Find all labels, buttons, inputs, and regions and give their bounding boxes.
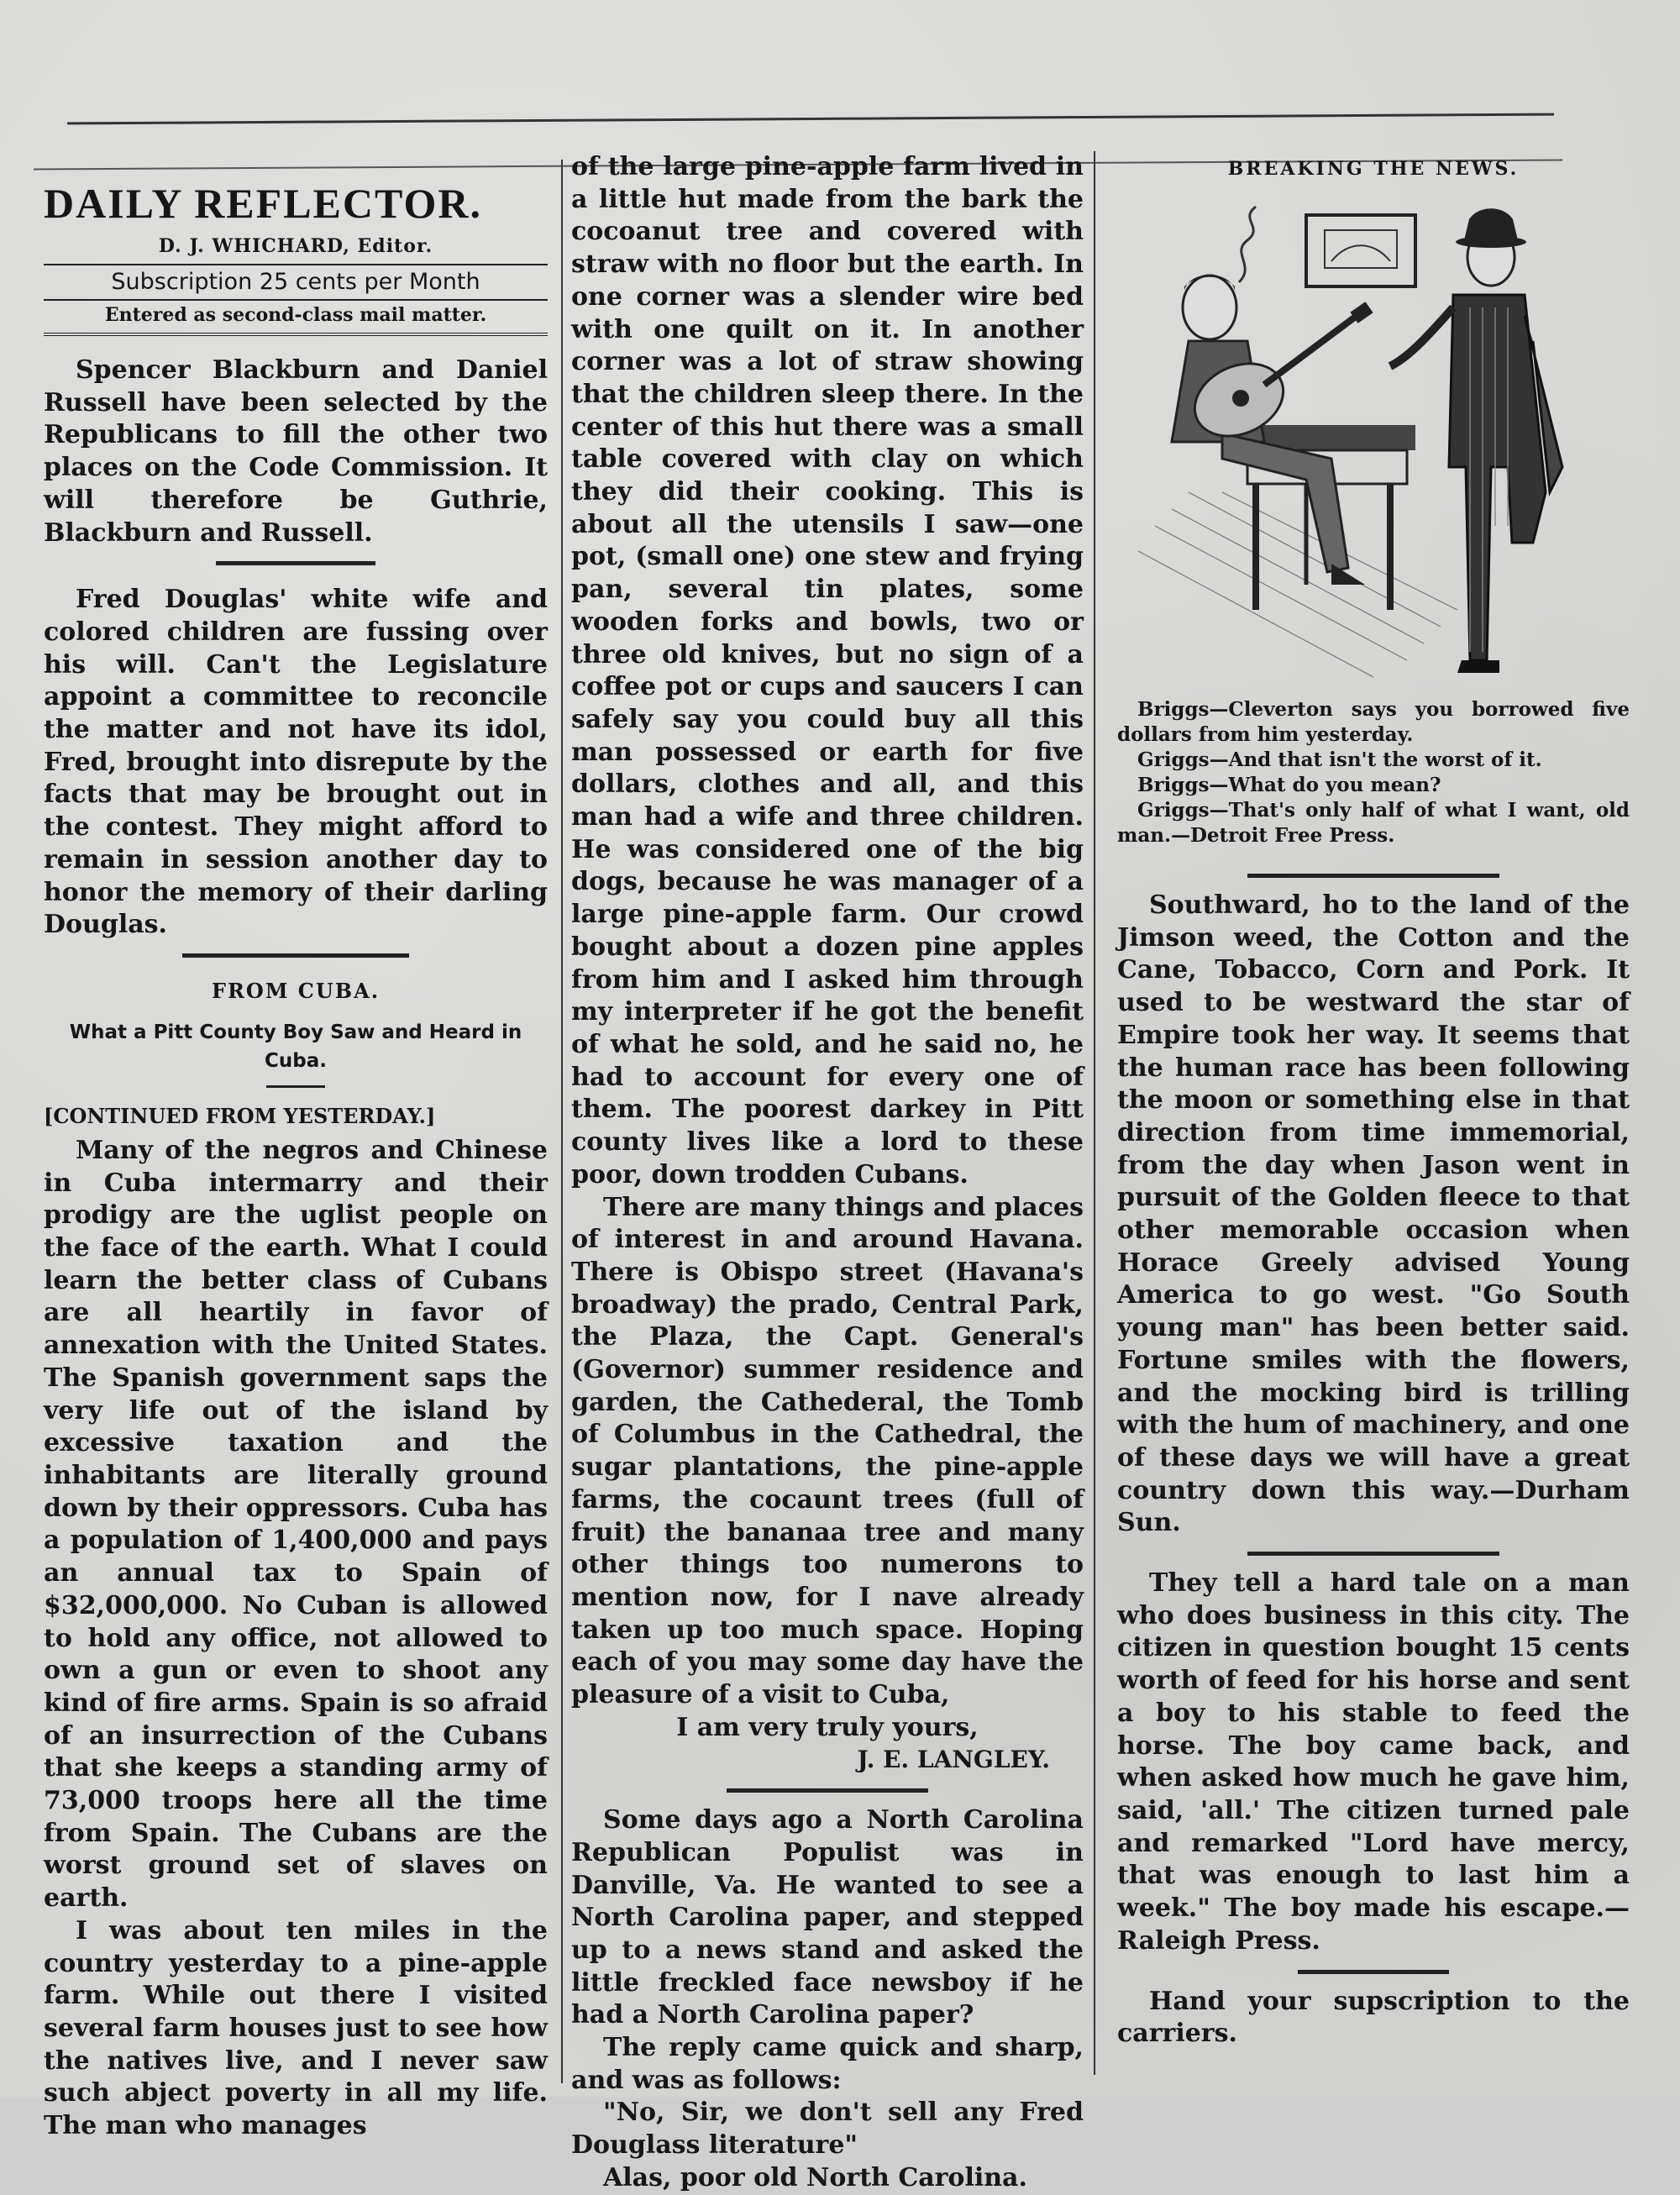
subscription-line: Subscription 25 cents per Month [44, 264, 548, 301]
closing: I am very truly yours, [676, 1712, 979, 1742]
cuba-heading: FROM CUBA. [211, 978, 381, 1003]
article-douglas: Fred Douglas' white wife and colored children are fussing over his will. Can't the Legislature appoint a committee to reconcile the matter and not have its idol, Fred, brought into disrepute by the facts that may be brought out in the contest. They might afford to remain in session another day to honor the memory of their darling Douglas. [44, 585, 548, 940]
divider [1298, 1970, 1449, 1974]
article-cuba-part2: I was about ten miles in the country yesterday to a pine-apple farm. While out there I visited several farm houses just to see how the natives live, and I never saw such abject poverty in all my life. The man who manages [44, 1915, 548, 2141]
divider [1247, 874, 1499, 878]
article-quote: "No, Sir, we don't sell any Fred Douglass literature" [571, 2098, 1084, 2161]
divider [182, 953, 409, 958]
cartoon-illustration-icon [1138, 190, 1609, 685]
article-cuba-part1: Many of the negros and Chinese in Cuba intermarry and their prodigy are the uglist people on the face of the earth. What I could learn the better class of Cubans are all heartily in favor of annexation with the United States. The Spanish government saps the very life out of the island by excessive taxation and the inhabitants are literally ground down by their oppressors. Cuba has a population of 1,400,000 and pays an annual tax to Spain of $32,000,000. No Cuban is allowed to hold any office, not allowed to own a gun or even to shoot any kind of fire arms. Spain is so afraid of an insurrection of the Cubans that she keeps a standing army of 73,000 troops here all the time from Spain. The Cubans are the worst ground set of slaves on earth. [44, 1135, 548, 1914]
masthead-title: DAILY REFLECTOR. [44, 180, 482, 227]
article-reply: The reply came quick and sharp, and was as follows: [571, 2033, 1084, 2095]
divider [266, 1085, 325, 1088]
divider [216, 561, 375, 565]
article-farm: of the large pine-apple farm lived in a little hut made from the bark the cocoanut tree and covered with straw with no floor but the earth. In one corner was a slender wire bed with one quilt on it. In another corner was a lot of straw showing that the children sleep there. In the center of this hut there was a small table covered with clay on which they did their cooking. This is about all the utensils I saw—one pot, (small one) one stew and frying pan, several tin plates, some wooden forks and bowls, two or three old knives, but no sign of a coffee pot or cups and saucers I can safely say you could buy all this man possessed or earth for five dollars, clothes and all, and this man had a wife and three children. He was considered one of the big dogs, because he was manager of a large pine-apple farm. Our crowd bought about a dozen pine apples from him and I asked him through my interpreter if he got the benefit of what he sold, and he said no, he had to account for every one of them. The poorest darkey in Pitt county lives like a lord to these poor, down trodden Cubans. [571, 152, 1084, 1189]
caption-line: Briggs—What do you mean? [1137, 774, 1441, 796]
illustration-breaking-news [1138, 190, 1609, 685]
column-divider-2 [1094, 151, 1095, 2075]
continued-note: [CONTINUED FROM YESTERDAY.] [44, 1103, 436, 1128]
article-subscription: Hand your supscription to the carriers. [1117, 1986, 1630, 2049]
caption-line: Griggs—That's only half of what I want, old man.—Detroit Free Press. [1117, 799, 1630, 847]
article-southward: Southward, ho to the land of the Jimson weed, the Cotton and the Cane, Tobacco, Corn and Pork. It used to be westward the star of Empire took her way. It seems that the human race has been following the moon or something else in that direction from time immemorial, from the day when Jason went in pursuit of the Golden fleece to that other memorable occasion when Horace Greely advised Young America to go west. "Go South young man" has been better said. Fortune smiles with the flowers, and the mocking bird is trilling with the hum of machinery, and one of these days we will have a great country down this way.—Durham Sun. [1117, 890, 1630, 1538]
article-populist: Some days ago a North Carolina Republican Populist was in Danville, Va. He wanted to see a North Carolina paper, and stepped up to a news stand and asked the little freckled face newsboy if he had a North Carolina paper? [571, 1805, 1084, 2030]
caption-line: Griggs—And that isn't the worst of it. [1137, 748, 1542, 771]
illustration-title: BREAKING THE NEWS. [1227, 158, 1520, 180]
article-blackburn: Spencer Blackburn and Daniel Russell have been selected by the Republicans to fill the other two places on the Code Commission. It will therefore be Guthrie, Blackburn and Russell. [44, 355, 548, 548]
divider [1247, 1552, 1499, 1556]
article-alas: Alas, poor old North Carolina. [603, 2162, 1027, 2192]
signature: J. E. LANGLEY. [857, 1746, 1050, 1774]
editor-line: D. J. WHICHARD, Editor. [158, 235, 433, 257]
divider [727, 1788, 928, 1793]
illustration-caption [1117, 697, 1630, 848]
article-havana: There are many things and places of interest in and around Havana. There is Obispo street (Havana's broadway) the prado, Central Park, the Plaza, the Capt. General's (Governor) summer residence and garden, the Cathederal, the Tomb of Columbus in the Cathedral, the sugar plantations, the pine-apple farms, the cocaunt trees (full of fruit) the bananaa tree and many other things too numerons to mention now, for I nave already taken up too much space. Hoping each of you may some day have the pleasure of a visit to Cuba, [571, 1192, 1084, 1710]
top-rule [67, 113, 1554, 125]
cuba-subhead: What a Pitt County Boy Saw and Heard in Cuba. [69, 1021, 522, 1072]
entered-line: Entered as second-class mail matter. [44, 301, 548, 336]
column-divider-1 [561, 160, 563, 2083]
column-1 [44, 160, 548, 2143]
caption-line: Briggs—Cleverton says you borrowed five dollars from him yesterday. [1117, 698, 1630, 746]
article-hard-tale: They tell a hard tale on a man who does business in this city. The citizen in question bought 15 cents worth of feed for his horse and sent a boy to his stable to feed the horse. The boy came back, and when asked how much he gave him, said, 'all.' The citizen turned pale and remarked "Lord have mercy, that was enough to last him a week." The boy made his escape.—Raleigh Press. [1117, 1568, 1630, 1956]
column-2 [571, 151, 1084, 2195]
column-3 [1117, 151, 1630, 2051]
